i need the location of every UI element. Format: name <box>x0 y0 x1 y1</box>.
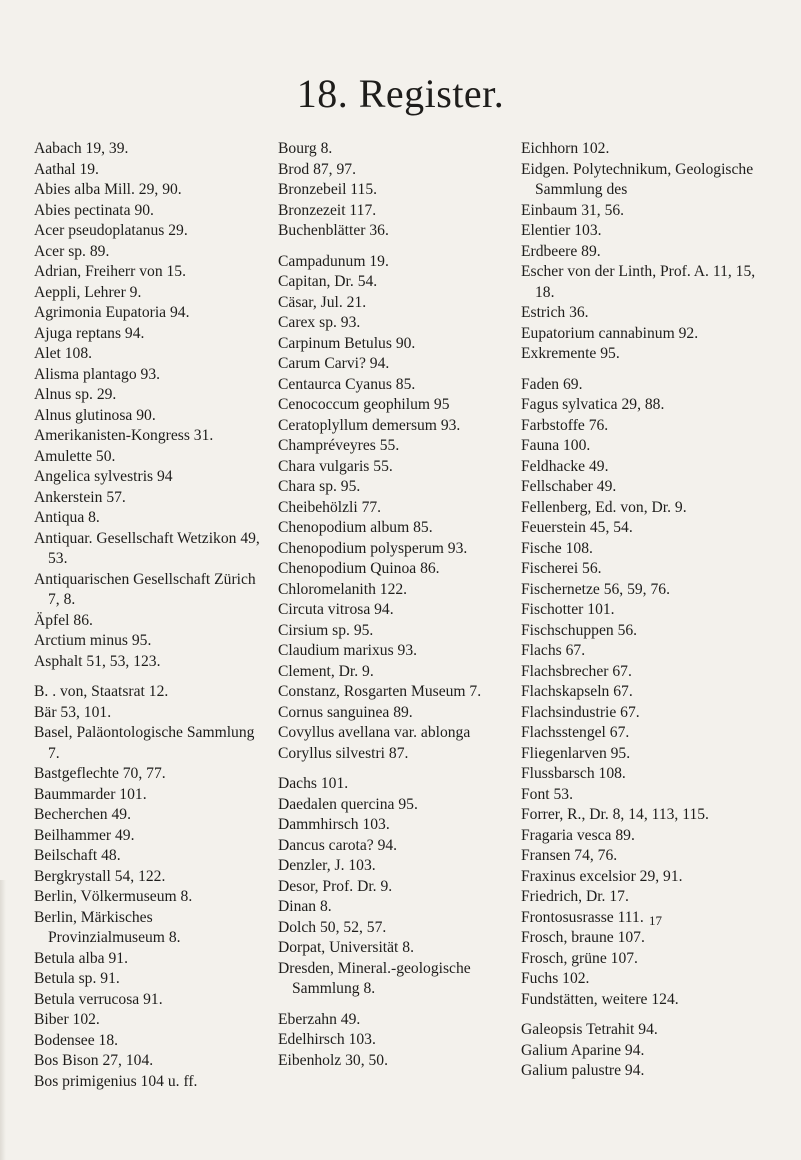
index-entry: Agrimonia Eupatoria 94. <box>34 304 190 321</box>
index-entry: Flachskapseln 67. <box>521 683 633 700</box>
index-entry: Abies pectinata 90. <box>34 201 154 219</box>
index-entry: Antiquarischen Gesellschaft Zürich 7, 8. <box>34 570 256 608</box>
index-entry: Abies alba Mill. 29, 90. <box>34 181 182 198</box>
index-entry: Flachsstengel 67. <box>521 724 630 741</box>
index-entry: Beilschaft 48. <box>34 847 121 864</box>
index-entry: Forrer, R., Dr. 8, 14, 113, 115. <box>521 806 709 823</box>
index-entry: Fischerei 56. <box>521 560 602 577</box>
index-entry: Cheibehölzli 77. <box>278 498 382 516</box>
index-entry: Chara sp. 95. <box>278 478 361 495</box>
index-entry: Flachsindustrie 67. <box>521 703 640 721</box>
index-entry: Ajuga reptans 94. <box>34 324 145 342</box>
page-number: 17 <box>649 913 662 928</box>
index-entry: Eberzahn 49. <box>278 1010 361 1028</box>
section-gap <box>278 764 508 774</box>
index-entry: Fragaria vesca 89. <box>521 826 635 844</box>
index-entry: Flachsbrecher 67. <box>521 662 632 680</box>
index-entry: Alet 108. <box>34 345 93 362</box>
index-entry: Font 53. <box>521 785 573 803</box>
index-entry: Faden 69. <box>521 375 583 393</box>
section-gap <box>521 365 776 375</box>
index-entry: Eichhorn 102. <box>521 140 610 157</box>
index-entry: Betula sp. 91. <box>34 970 120 987</box>
index-entry: Fische 108. <box>521 539 593 557</box>
index-entry: Betula verrucosa 91. <box>34 990 163 1008</box>
index-entry: Covyllus avellana var. ablonga <box>278 724 471 741</box>
index-entry: Antiquar. Gesellschaft Wetzikon 49, 53. <box>34 529 260 567</box>
index-entry: Dammhirsch 103. <box>278 816 390 833</box>
index-column-3 <box>521 139 776 1082</box>
index-entry: Bronzezeit 117. <box>278 201 377 219</box>
index-entry: Exkremente 95. <box>521 345 620 362</box>
index-entry: Galium palustre 94. <box>521 1062 645 1079</box>
index-entry: Cornus sanguinea 89. <box>278 703 413 721</box>
index-entry: Fischotter 101. <box>521 601 615 618</box>
index-entry: Aabach 19, 39. <box>34 140 129 157</box>
index-entry: Amerikanisten-Kongress 31. <box>34 427 214 444</box>
index-entry: Champréveyres 55. <box>278 437 400 454</box>
index-entry: Fliegenlarven 95. <box>521 744 631 762</box>
page-fold-shadow <box>0 880 6 1160</box>
index-entry: Angelica sylvestris 94 <box>34 468 173 485</box>
index-entry: Farbstoffe 76. <box>521 416 609 434</box>
index-entry: Claudium marixus 93. <box>278 642 418 659</box>
index-entry: Beilhammer 49. <box>34 826 135 844</box>
index-entry: Aathal 19. <box>34 160 99 178</box>
index-entry: Fischschuppen 56. <box>521 621 638 639</box>
index-entry: Dachs 101. <box>278 775 349 792</box>
index-entry: Escher von der Linth, Prof. A. 11, 15, 18. <box>521 263 756 301</box>
index-entry: Biber 102. <box>34 1011 100 1028</box>
index-entry: Antiqua 8. <box>34 509 100 526</box>
index-entry: Bos Bison 27, 104. <box>34 1052 154 1069</box>
index-entry: Fransen 74, 76. <box>521 847 618 864</box>
index-entry: Acer sp. 89. <box>34 242 110 260</box>
index-entry: Chenopodium album 85. <box>278 519 433 536</box>
index-entry: Amulette 50. <box>34 447 116 465</box>
index-entry: Becherchen 49. <box>34 806 131 823</box>
index-entry: Feldhacke 49. <box>521 457 609 475</box>
index-entry: Desor, Prof. Dr. 9. <box>278 877 393 895</box>
index-entry: Bodensee 18. <box>34 1031 119 1049</box>
index-entry: Alisma plantago 93. <box>34 365 161 383</box>
index-entry: Chenopodium polysperum 93. <box>278 539 468 557</box>
index-entry: Fraxinus excelsior 29, 91. <box>521 867 683 885</box>
section-gap <box>34 672 264 682</box>
index-entry: Chenopodium Quinoa 86. <box>278 560 440 577</box>
index-entry: Galium Aparine 94. <box>521 1041 645 1059</box>
index-entry: Asphalt 51, 53, 123. <box>34 652 161 670</box>
index-entry: Bär 53, 101. <box>34 703 112 721</box>
index-entry: Estrich 36. <box>521 304 589 321</box>
index-entry: Aeppli, Lehrer 9. <box>34 283 142 301</box>
section-gap <box>278 1000 508 1010</box>
index-entry: Acer pseudoplatanus 29. <box>34 222 188 239</box>
index-entry: Berlin, Völkermuseum 8. <box>34 888 193 905</box>
index-entry: Äpfel 86. <box>34 611 93 629</box>
index-entry: B. . von, Staatsrat 12. <box>34 683 169 700</box>
index-entry: Frosch, braune 107. <box>521 929 645 946</box>
index-entry: Circuta vitrosa 94. <box>278 601 394 618</box>
index-entry: Dorpat, Universität 8. <box>278 939 414 956</box>
index-entry: Clement, Dr. 9. <box>278 662 374 680</box>
index-entry: Fagus sylvatica 29, 88. <box>521 396 665 413</box>
index-entry: Constanz, Rosgarten Museum 7. <box>278 683 482 700</box>
index-entry: Betula alba 91. <box>34 949 128 967</box>
index-entry: Flachs 67. <box>521 642 586 659</box>
index-column-1 <box>34 139 264 1092</box>
index-entry: Feuerstein 45, 54. <box>521 519 633 536</box>
index-entry: Ankerstein 57. <box>34 488 126 506</box>
index-entry: Elentier 103. <box>521 222 602 239</box>
index-entry: Adrian, Freiherr von 15. <box>34 263 187 280</box>
index-entry: Centaurca Cyanus 85. <box>278 375 416 393</box>
index-entry: Brod 87, 97. <box>278 160 356 178</box>
index-entry: Bronzebeil 115. <box>278 181 378 198</box>
index-entry: Alnus sp. 29. <box>34 386 117 403</box>
index-entry: Bergkrystall 54, 122. <box>34 867 166 885</box>
index-entry: Dinan 8. <box>278 898 332 915</box>
index-entry: Baummarder 101. <box>34 785 147 803</box>
index-entry: Cäsar, Jul. 21. <box>278 293 367 311</box>
index-entry: Carpinum Betulus 90. <box>278 334 416 352</box>
index-entry: Chloromelanith 122. <box>278 580 408 598</box>
index-entry: Flussbarsch 108. <box>521 765 626 782</box>
index-entry: Eibenholz 30, 50. <box>278 1051 389 1069</box>
index-entry: Eidgen. Polytechnikum, Geologische Sammlung des <box>521 160 754 198</box>
index-entry: Bourg 8. <box>278 140 333 157</box>
index-entry: Fellenberg, Ed. von, Dr. 9. <box>521 498 687 516</box>
index-entry: Einbaum 31, 56. <box>521 201 625 219</box>
index-column-2 <box>278 139 508 1071</box>
index-entry: Frosch, grüne 107. <box>521 949 638 967</box>
index-entry: Campadunum 19. <box>278 252 389 270</box>
index-entry: Cenococcum geophilum 95 <box>278 396 450 413</box>
index-entry: Buchenblätter 36. <box>278 222 389 239</box>
index-entry: Capitan, Dr. 54. <box>278 273 378 290</box>
index-entry: Dolch 50, 52, 57. <box>278 918 387 936</box>
index-entry: Edelhirsch 103. <box>278 1031 376 1048</box>
index-entry: Fundstätten, weitere 124. <box>521 990 679 1008</box>
index-entry: Bos primigenius 104 u. ff. <box>34 1072 198 1090</box>
index-entry: Ceratoplyllum demersum 93. <box>278 416 461 434</box>
section-gap <box>521 1010 776 1020</box>
page-title: 18. Register. <box>296 71 505 116</box>
index-entry: Erdbeere 89. <box>521 242 601 260</box>
index-entry: Daedalen quercina 95. <box>278 795 418 813</box>
index-entry: Friedrich, Dr. 17. <box>521 888 629 905</box>
index-entry: Eupatorium cannabinum 92. <box>521 324 699 342</box>
index-entry: Berlin, Märkisches Provinzialmuseum 8. <box>34 908 181 946</box>
index-entry: Arctium minus 95. <box>34 632 152 649</box>
index-entry: Denzler, J. 103. <box>278 857 376 874</box>
index-entry: Cirsium sp. 95. <box>278 621 374 639</box>
index-entry: Dancus carota? 94. <box>278 836 398 854</box>
index-entry: Carex sp. 93. <box>278 314 361 331</box>
index-entry: Bastgeflechte 70, 77. <box>34 765 166 782</box>
index-entry: Alnus glutinosa 90. <box>34 406 156 424</box>
index-entry: Coryllus silvestri 87. <box>278 744 409 762</box>
index-entry: Fischernetze 56, 59, 76. <box>521 580 670 598</box>
index-entry: Fellschaber 49. <box>521 478 617 495</box>
index-entry: Frontosusrasse 111. <box>521 908 644 926</box>
index-entry: Fauna 100. <box>521 437 591 454</box>
index-entry: Carum Carvi? 94. <box>278 355 390 372</box>
index-entry: Chara vulgaris 55. <box>278 457 393 475</box>
index-entry: Galeopsis Tetrahit 94. <box>521 1021 658 1038</box>
section-gap <box>278 242 508 252</box>
index-entry: Dresden, Mineral.-geologische Sammlung 8. <box>278 959 471 997</box>
index-entry: Basel, Paläontologische Sammlung 7. <box>34 724 255 762</box>
index-entry: Fuchs 102. <box>521 970 590 987</box>
